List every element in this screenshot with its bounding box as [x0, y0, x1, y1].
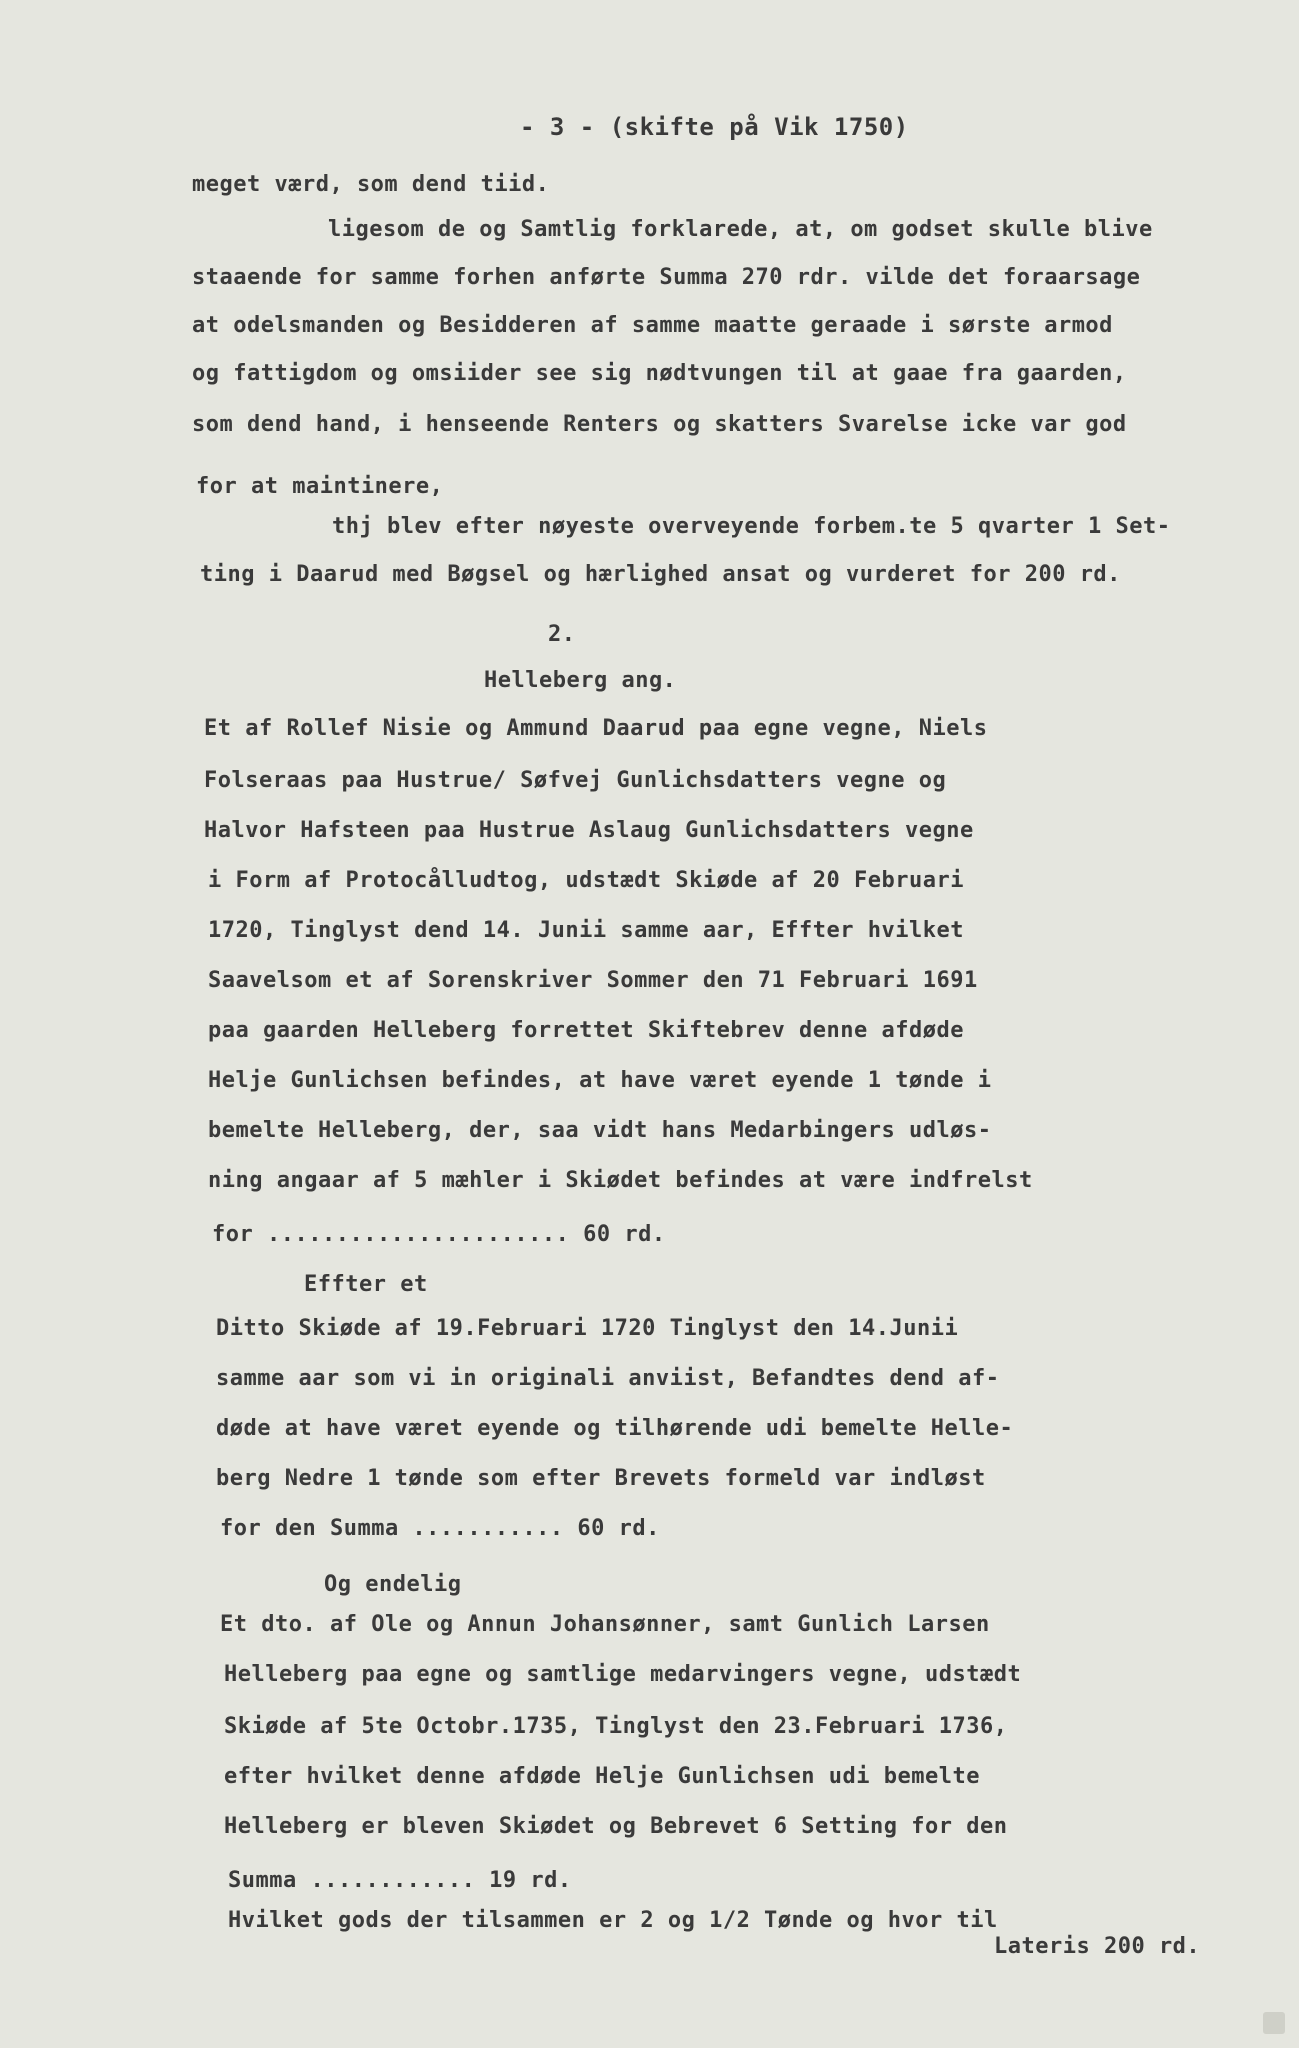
- text-line: Helleberg er bleven Skiødet og Bebrevet 6 Setting for den: [224, 1814, 1008, 1839]
- page-header: - 3 - (skifte på Vik 1750): [520, 113, 909, 141]
- text-line: Og endelig: [324, 1572, 462, 1597]
- text-line: samme aar som vi in originali anviist, Befandtes dend af-: [216, 1366, 1000, 1391]
- text-line: for at maintinere,: [196, 474, 444, 499]
- text-line: Helleberg paa egne og samtlige medarvingers vegne, udstædt: [224, 1662, 1022, 1687]
- text-line: ligesom de og Samtlig forklarede, at, om godset skulle blive: [328, 217, 1153, 242]
- text-line: Skiøde af 5te Octobr.1735, Tinglyst den 23.Februari 1736,: [224, 1714, 1008, 1739]
- text-line: Saavelsom et af Sorenskriver Sommer den 71 Februari 1691: [208, 968, 978, 993]
- text-line: Helje Gunlichsen befindes, at have været eyende 1 tønde i: [208, 1068, 992, 1093]
- text-line: 1720, Tinglyst dend 14. Junii samme aar, Effter hvilket: [208, 918, 964, 943]
- text-line: Hvilket gods der tilsammen er 2 og 1/2 Tønde og hvor til: [228, 1908, 998, 1933]
- text-line: berg Nedre 1 tønde som efter Brevets formeld var indløst: [216, 1466, 986, 1491]
- text-line: Et af Rollef Nisie og Ammund Daarud paa egne vegne, Niels: [204, 716, 988, 741]
- text-line: thj blev efter nøyeste overveyende forbem.te 5 qvarter 1 Set-: [332, 514, 1171, 539]
- text-line: paa gaarden Helleberg forrettet Skiftebrev denne afdøde: [208, 1018, 964, 1043]
- page-corner-mark: [1263, 2012, 1285, 2034]
- text-line: Ditto Skiøde af 19.Februari 1720 Tinglyst den 14.Junii: [216, 1316, 959, 1341]
- text-line: for den Summa ........... 60 rd.: [220, 1516, 660, 1541]
- text-line: døde at have været eyende og tilhørende udi bemelte Helle-: [216, 1416, 1014, 1441]
- text-line: at odelsmanden og Besidderen af samme maatte geraade i sørste armod: [192, 313, 1113, 338]
- text-line: efter hvilket denne afdøde Helje Gunlichsen udi bemelte: [224, 1764, 980, 1789]
- section-heading: Helleberg ang.: [484, 668, 677, 693]
- text-line: meget værd, som dend tiid.: [192, 172, 550, 197]
- text-line: bemelte Helleberg, der, saa vidt hans Medarbingers udløs-: [208, 1118, 992, 1143]
- text-line: Folseraas paa Hustrue/ Søfvej Gunlichsdatters vegne og: [204, 768, 947, 793]
- text-line: Et dto. af Ole og Annun Johansønner, samt Gunlich Larsen: [220, 1612, 990, 1637]
- text-line: ning angaar af 5 mæhler i Skiødet befindes at være indfrelst: [208, 1168, 1033, 1193]
- text-line: Summa ............ 19 rd.: [228, 1868, 572, 1893]
- text-line: i Form af Protocålludtog, udstædt Skiøde af 20 Februari: [208, 868, 964, 893]
- text-line: for ...................... 60 rd.: [212, 1222, 666, 1247]
- text-line: Effter et: [304, 1272, 428, 1297]
- text-line: staaende for samme forhen anførte Summa 270 rdr. vilde det foraarsage: [192, 265, 1141, 290]
- text-line: ting i Daarud med Bøgsel og hærlighed ansat og vurderet for 200 rd.: [200, 562, 1121, 587]
- text-line: Halvor Hafsteen paa Hustrue Aslaug Gunlichsdatters vegne: [204, 818, 974, 843]
- page-total: Lateris 200 rd.: [994, 1934, 1201, 1959]
- text-line: som dend hand, i henseende Renters og skatters Svarelse icke var god: [192, 412, 1127, 437]
- text-line: og fattigdom og omsiider see sig nødtvungen til at gaae fra gaarden,: [192, 361, 1127, 386]
- section-number: 2.: [548, 622, 576, 647]
